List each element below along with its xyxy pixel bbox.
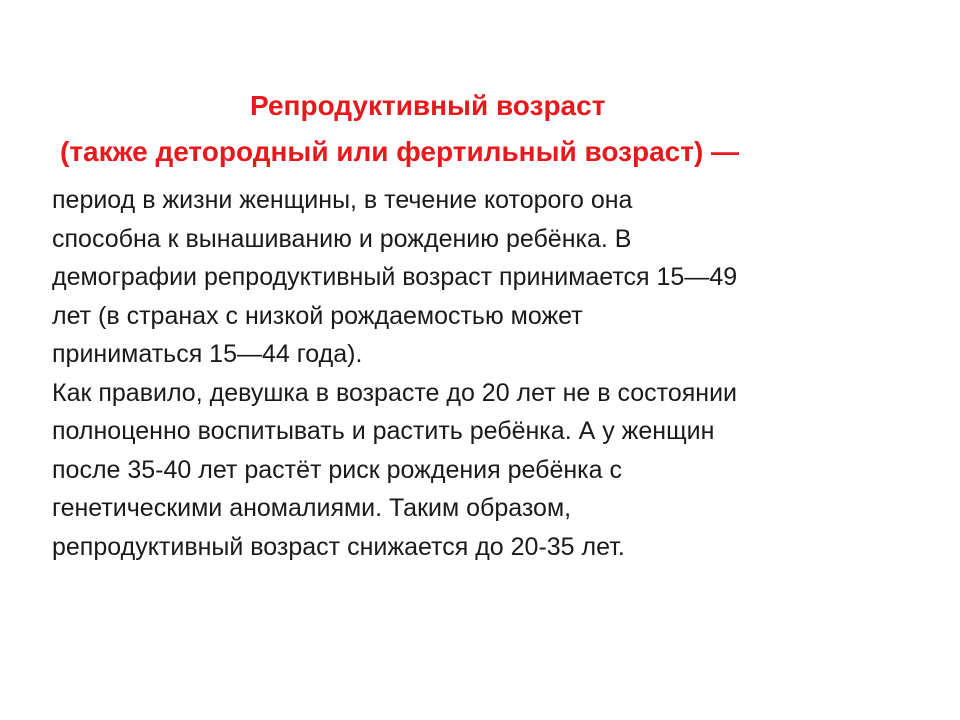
body-text	[52, 181, 737, 566]
body-line: полноценно воспитывать и растить ребёнка. А у женщин	[52, 417, 715, 445]
body-line: репродуктивный возраст снижается до 20-35 лет.	[52, 532, 625, 561]
slide-title: Репродуктивный возраст	[250, 90, 606, 121]
body-line: после 35-40 лет растёт риск рождения ребёнка с	[52, 455, 623, 484]
body-line: лет (в странах с низкой рождаемостью может	[52, 301, 583, 330]
body-line: генетическими аномалиями. Таким образом,	[52, 494, 572, 522]
body-line: период в жизни женщины, в течение которого она	[52, 186, 633, 214]
body-line: Как правило, девушка в возрасте до 20 лет не в состоянии	[52, 378, 738, 407]
body-line: способна к вынашиванию и рождению ребёнка. В	[52, 224, 632, 253]
body-line: приниматься 15—44 года).	[52, 340, 363, 368]
slide-subtitle: (также детородный или фертильный возраст) —	[60, 136, 740, 167]
body-line: демографии репродуктивный возраст принимается 15—49	[52, 263, 738, 291]
